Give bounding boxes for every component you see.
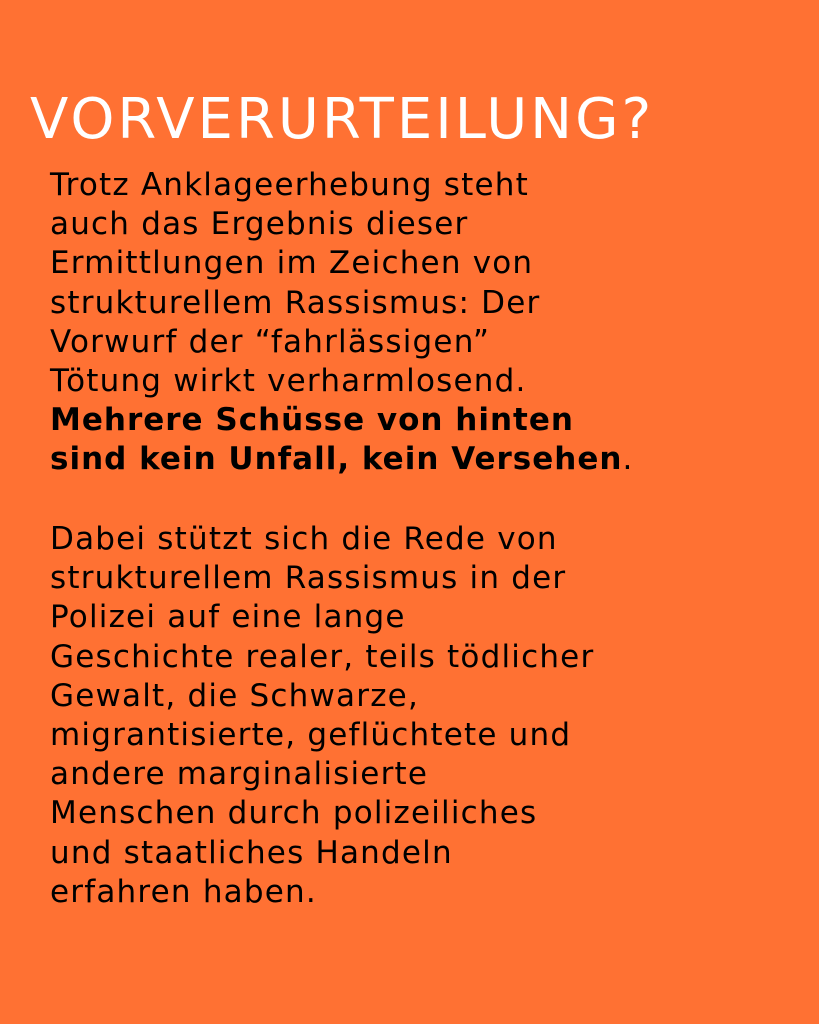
emphasis-line: Mehrere Schüsse von hinten [50,402,574,439]
page-title: VORVERURTEILUNG? [30,87,655,152]
paragraph-2-line: erfahren haben. [50,873,317,910]
paragraph-2-line: migrantisierte, geflüchtete und [50,717,572,754]
paragraph-1-line: strukturellem Rassismus: Der [50,284,541,321]
paragraph-2-line: und staatliches Handeln [50,834,453,871]
paragraph-2-line: Dabei stützt sich die Rede von [50,521,558,557]
sentence-period: . [622,441,634,478]
paragraph-1 [50,166,810,480]
paragraph-1-line: Vorwurf der “fahrlässigen” [50,323,491,360]
paragraph-1-line: Trotz Anklageerhebung steht [50,167,529,203]
paragraph-2-line: andere marginalisierte [50,756,429,793]
emphasis-line: sind kein Unfall, kein Versehen [50,441,623,478]
paragraph-2-line: Menschen durch polizeiliches [50,795,538,832]
paragraph-2-line: Polizei auf eine lange [50,599,406,636]
paragraph-1-line: auch das Ergebnis dieser [50,206,469,243]
paragraph-2 [50,520,810,912]
paragraph-2-line: Gewalt, die Schwarze, [50,677,420,714]
paragraph-1-line: Ermittlungen im Zeichen von [50,245,534,282]
paragraph-2-line: strukturellem Rassismus in der [50,560,567,597]
paragraph-2-line: Geschichte realer, teils tödlicher [50,638,595,675]
emphasis-line-wrapper [50,440,810,479]
paragraph-1-line: Tötung wirkt verharmlosend. [50,363,527,400]
